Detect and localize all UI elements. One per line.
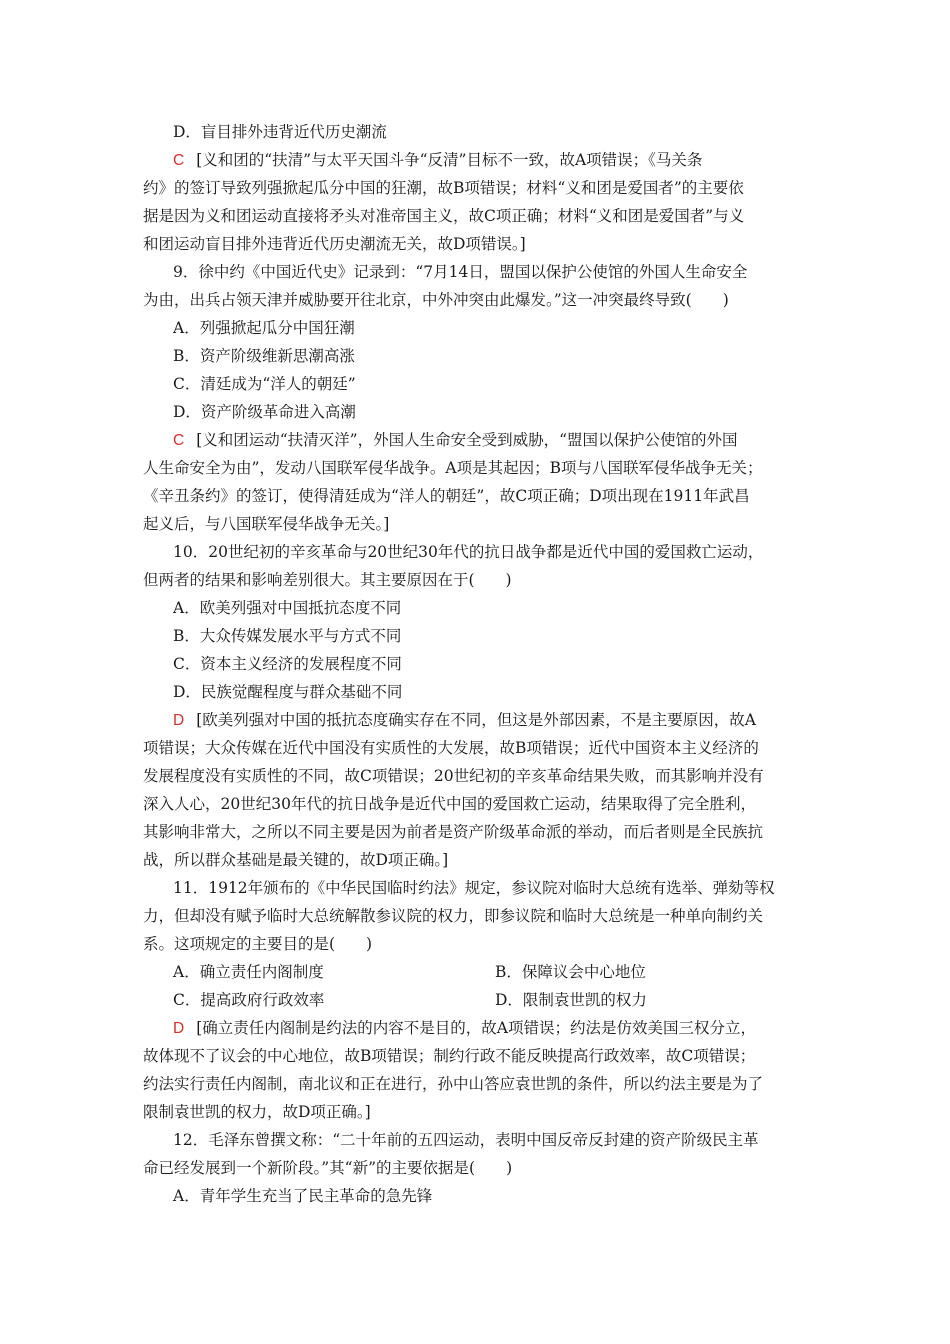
q8-explanation-line: C [义和团的“扶清”与太平天国斗争“反清”目标不一致，故A项错误；《马关条 [173, 151, 703, 169]
q11-option-c: C．提高政府行政效率 [173, 991, 325, 1009]
q11-option-a: A．确立责任内阁制度 [173, 963, 324, 981]
q9-option-c: C．清廷成为“洋人的朝廷” [173, 375, 356, 393]
q10-explanation-line: 其影响非常大，之所以不同主要是因为前者是资产阶级革命派的举动，而后者则是全民族抗 [143, 823, 764, 841]
q11-options-row [143, 958, 823, 986]
q10-explanation [143, 706, 823, 874]
q9-option-a: A．列强掀起瓜分中国狂潮 [173, 319, 355, 337]
q10-stem-line: 但两者的结果和影响差别很大。其主要原因在于( ) [143, 571, 512, 589]
q9-stem [143, 258, 823, 314]
q10-stem-line: 10．20世纪初的辛亥革命与20世纪30年代的抗日战争都是近代中国的爱国救亡运动， [173, 543, 764, 561]
q8-explanation-line: 约》的签订导致列强掀起瓜分中国的狂潮，故B项错误；材料“义和团是爱国者”的主要依 [143, 179, 744, 197]
q8-answer-letter: C [173, 152, 185, 169]
q11-stem-line: 11．1912年颁布的《中华民国临时约法》规定，参议院对临时大总统有选举、弹劾等权 [173, 879, 775, 897]
q11-answer-letter: D [173, 1020, 185, 1037]
q11-option-d: D．限制袁世凯的权力 [495, 991, 647, 1009]
q8-option-d: D．盲目排外违背近代历史潮流 [173, 123, 387, 141]
q11-explanation-line: 故体现不了议会的中心地位，故B项错误；制约行政不能反映提高行政效率，故C项错误； [143, 1047, 756, 1065]
q11-explanation-line: 限制袁世凯的权力，故D项正确。] [143, 1103, 371, 1121]
q11-stem-line: 系。这项规定的主要目的是( ) [143, 935, 373, 953]
q10-option-c: C．资本主义经济的发展程度不同 [173, 655, 402, 673]
q10-explanation-line: 深入人心，20世纪30年代的抗日战争是近代中国的爱国救亡运动，结果取得了完全胜利， [143, 795, 756, 813]
q9-option-b: B．资产阶级维新思潮高涨 [173, 347, 355, 365]
q10-explanation-line: D [欧美列强对中国的抵抗态度确实存在不同，但这是外部因素，不是主要原因，故A [173, 711, 756, 729]
q12-stem [143, 1126, 823, 1182]
q12-stem-line: 命已经发展到一个新阶段。”其“新”的主要依据是( ) [143, 1159, 513, 1177]
q9-stem-line: 为由，出兵占领天津并威胁要开往北京，中外冲突由此爆发。”这一冲突最终导致( ) [143, 291, 729, 309]
q10-option-d: D．民族觉醒程度与群众基础不同 [173, 683, 403, 701]
q11-options-row [143, 986, 823, 1014]
q9-explanation-line: C [义和团运动“扶清灭洋”，外国人生命安全受到威胁，“盟国以保护公使馆的外国 [173, 431, 738, 449]
q11-stem [143, 874, 823, 958]
q11-stem-line: 力，但却没有赋予临时大总统解散参议院的权力，即参议院和临时大总统是一种单向制约关 [143, 907, 764, 925]
q9-explanation-line: 起义后，与八国联军侵华战争无关。] [143, 515, 390, 533]
q9-explanation-line: 人生命安全为由”，发动八国联军侵华战争。A项是其起因；B项与八国联军侵华战争无关； [143, 459, 763, 477]
q10-explanation-line: 项错误；大众传媒在近代中国没有实质性的大发展，故B项错误；近代中国资本主义经济的 [143, 739, 759, 757]
q8-explanation-line: 据是因为义和团运动直接将矛头对准帝国主义，故C项正确；材料“义和团是爱国者”与义 [143, 207, 745, 225]
q12-stem-line: 12．毛泽东曾撰文称：“二十年前的五四运动，表明中国反帝反封建的资产阶级民主革 [173, 1131, 759, 1149]
q8-explanation-line: 和团运动盲目排外违背近代历史潮流无关，故D项错误。] [143, 235, 526, 253]
q10-stem [143, 538, 823, 594]
q11-explanation-line: 约法实行责任内阁制，南北议和正在进行，孙中山答应袁世凯的条件，所以约法主要是为了 [143, 1075, 764, 1093]
page-content [143, 118, 823, 1210]
q8-explanation [143, 146, 823, 258]
q10-answer-letter: D [173, 712, 185, 729]
q9-answer-letter: C [173, 432, 185, 449]
q11-explanation [143, 1014, 823, 1126]
q9-stem-line: 9．徐中约《中国近代史》记录到：“7月14日，盟国以保护公使馆的外国人生命安全 [173, 263, 748, 281]
q12-option-a: A．青年学生充当了民主革命的急先锋 [173, 1187, 433, 1205]
q11-option-b: B．保障议会中心地位 [495, 963, 646, 981]
q9-option-d: D．资产阶级革命进入高潮 [173, 403, 356, 421]
q10-option-b: B．大众传媒发展水平与方式不同 [173, 627, 402, 645]
q10-explanation-line: 发展程度没有实质性的不同，故C项错误；20世纪初的辛亥革命结果失败，而其影响并没有 [143, 767, 764, 785]
q10-option-a: A．欧美列强对中国抵抗态度不同 [173, 599, 402, 617]
q10-explanation-line: 战，所以群众基础是最关键的，故D项正确。] [143, 851, 449, 869]
q11-explanation-line: D [确立责任内阁制是约法的内容不是目的，故A项错误；约法是仿效美国三权分立， [173, 1019, 756, 1037]
q9-explanation-line: 《辛丑条约》的签订，使得清廷成为“洋人的朝廷”，故C项正确；D项出现在1911年武昌 [143, 487, 750, 505]
q9-explanation [143, 426, 823, 538]
